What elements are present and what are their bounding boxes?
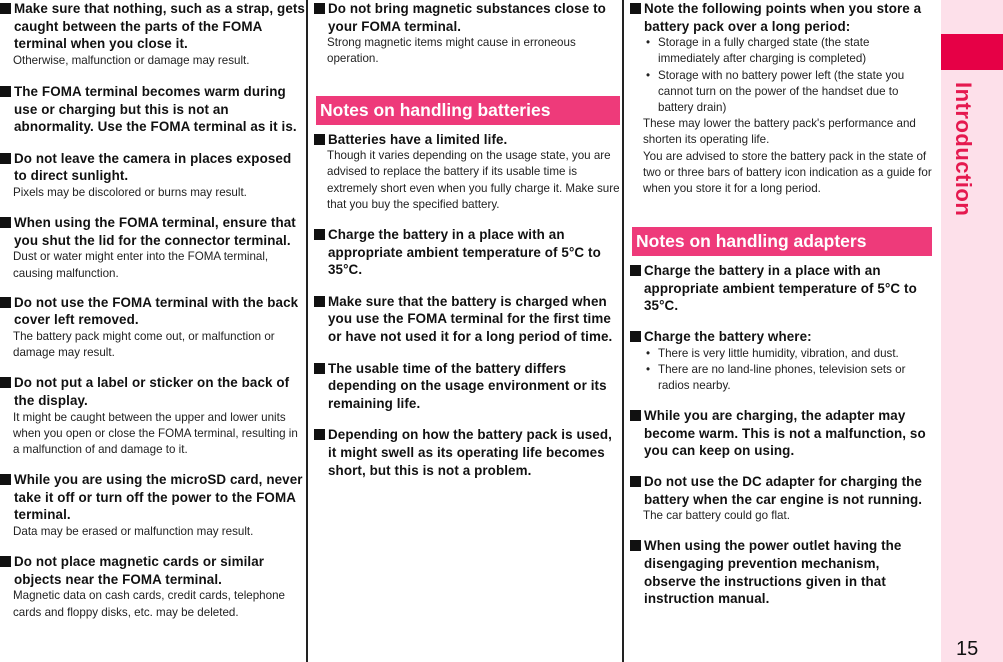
bullet-square-icon — [314, 363, 325, 374]
bullet-square-icon — [314, 3, 325, 14]
bullet-text: Storage in a fully charged state (the state immediately after charging is completed) — [658, 36, 870, 66]
list-item — [314, 131, 620, 213]
list-item — [630, 328, 934, 394]
item-heading: Note the following points when you store a battery pack over a long period: — [644, 1, 922, 34]
list-item — [0, 471, 306, 540]
list-item — [0, 294, 306, 362]
bullet-square-icon — [630, 331, 641, 342]
bullet-square-icon — [630, 410, 641, 421]
bullet-square-icon — [314, 229, 325, 240]
bullet-square-icon — [0, 474, 11, 485]
list-item — [0, 374, 306, 458]
list-item — [0, 150, 306, 201]
bullet-text: There are no land-line phones, television sets or radios nearby. — [658, 362, 906, 392]
item-body: Magnetic data on cash cards, credit cards, telephone cards and floppy disks, etc. may be deleted. — [13, 589, 285, 619]
column-2 — [314, 0, 620, 662]
bullet-line — [646, 68, 934, 117]
page-number: 15 — [956, 638, 979, 660]
list-item — [314, 226, 620, 279]
bullet-square-icon — [0, 217, 11, 228]
column-divider — [622, 0, 624, 662]
bullet-line — [646, 362, 934, 394]
bullet-text: Storage with no battery power left (the state you cannot turn on the power of the handset due to battery drain) — [658, 68, 905, 114]
item-body: It might be caught between the upper and lower units when you open or close the FOMA terminal, resulting in a malfunction of and damage to it. — [13, 410, 298, 456]
item-body: Though it varies depending on the usage state, you are advised to replace the battery if its usable time is extremely short even when you fully charge it. Make sure that you buy the specified battery. — [327, 149, 620, 211]
list-item — [630, 473, 934, 524]
bullet-dot-icon: • — [646, 36, 651, 50]
list-item — [0, 553, 306, 621]
bullet-square-icon — [630, 476, 641, 487]
item-body: The battery pack might come out, or malfunction or damage may result. — [13, 329, 275, 360]
item-heading: While you are using the microSD card, never take it off or turn off the power to the FOMA terminal. — [14, 472, 303, 523]
item-heading: The FOMA terminal becomes warm during use or charging but this is not an abnormality. Use the FOMA terminal as it is. — [14, 83, 297, 135]
item-heading: Charge the battery in a place with an appropriate ambient temperature of 5°C to 35°C. — [328, 227, 601, 278]
side-tab-marker — [941, 34, 1003, 70]
column-3 — [630, 0, 934, 662]
list-item — [630, 407, 934, 460]
bullet-dot-icon: • — [646, 68, 651, 82]
item-heading: Do not use the DC adapter for charging the battery when the car engine is not running. — [644, 473, 923, 507]
item-heading: Charge the battery where: — [644, 329, 812, 344]
list-item — [314, 293, 620, 346]
list-item — [314, 426, 620, 479]
bullet-line — [646, 35, 934, 67]
bullet-text: There is very little humidity, vibration, and dust. — [658, 346, 899, 360]
bullet-square-icon — [0, 86, 11, 97]
item-body: The car battery could go flat. — [643, 509, 790, 523]
bullet-square-icon — [314, 296, 325, 307]
item-heading: Depending on how the battery pack is used, it might swell as its operating life becomes short, but this is not a problem. — [328, 427, 612, 478]
item-body: Dust or water might enter into the FOMA terminal, causing malfunction. — [13, 250, 269, 280]
section-banner-batteries: Notes on handling batteries — [316, 96, 620, 125]
list-item — [0, 214, 306, 282]
bullet-square-icon — [0, 153, 11, 164]
column-divider — [306, 0, 308, 662]
item-heading: Do not leave the camera in places exposed to direct sunlight. — [14, 150, 292, 184]
list-item — [314, 0, 620, 68]
item-heading: Do not put a label or sticker on the back of the display. — [14, 375, 290, 408]
bullet-square-icon — [0, 3, 11, 14]
section-banner-adapters: Notes on handling adapters — [632, 227, 932, 256]
item-heading: Batteries have a limited life. — [328, 131, 508, 147]
bullet-dot-icon: • — [646, 362, 651, 376]
item-body: Data may be erased or malfunction may result. — [13, 524, 254, 538]
column-1 — [0, 0, 306, 662]
item-heading: When using the power outlet having the disengaging prevention mechanism, observe the instructions given in that instruction manual. — [644, 538, 902, 607]
item-heading: Make sure that nothing, such as a strap, gets caught between the parts of the FOMA terminal when you close it. — [14, 1, 305, 52]
item-body: Strong magnetic items might cause in erroneous operation. — [327, 36, 576, 66]
bullet-square-icon — [630, 3, 641, 14]
bullet-square-icon — [630, 540, 641, 551]
item-body: Pixels may be discolored or burns may result. — [13, 185, 247, 199]
list-item — [314, 360, 620, 413]
item-heading: Do not place magnetic cards or similar objects near the FOMA terminal. — [14, 554, 265, 587]
item-heading: Make sure that the battery is charged when you use the FOMA terminal for the first time or have not used it for a long period of time. — [328, 293, 613, 344]
item-heading: Do not bring magnetic substances close to your FOMA terminal. — [328, 1, 606, 34]
item-body: These may lower the battery pack's performance and shorten its operating life. — [643, 117, 916, 147]
bullet-square-icon — [0, 377, 11, 388]
bullet-square-icon — [314, 134, 325, 145]
bullet-dot-icon: • — [646, 346, 651, 360]
list-item — [630, 537, 934, 607]
item-body: You are advised to store the battery pack in the state of two or three bars of battery icon indication as a guide for when you store it for a long period. — [643, 149, 932, 196]
item-heading: Do not use the FOMA terminal with the back cover left removed. — [14, 294, 299, 328]
item-heading: The usable time of the battery differs depending on the usage environment or its remaining life. — [328, 360, 607, 411]
item-heading: While you are charging, the adapter may become warm. This is not a malfunction, so you can keep on using. — [644, 408, 926, 459]
item-body: Otherwise, malfunction or damage may result. — [13, 53, 250, 67]
section-title-vertical: Introduction — [951, 82, 976, 217]
list-item — [630, 262, 934, 315]
list-item — [0, 0, 306, 69]
bullet-square-icon — [0, 556, 11, 567]
item-heading: Charge the battery in a place with an appropriate ambient temperature of 5°C to 35°C. — [644, 263, 917, 314]
bullet-line — [646, 346, 934, 362]
bullet-square-icon — [314, 429, 325, 440]
list-item — [0, 83, 306, 136]
item-heading: When using the FOMA terminal, ensure that you shut the lid for the connector terminal. — [14, 215, 296, 248]
bullet-square-icon — [0, 297, 11, 308]
bullet-square-icon — [630, 265, 641, 276]
list-item — [630, 0, 934, 197]
